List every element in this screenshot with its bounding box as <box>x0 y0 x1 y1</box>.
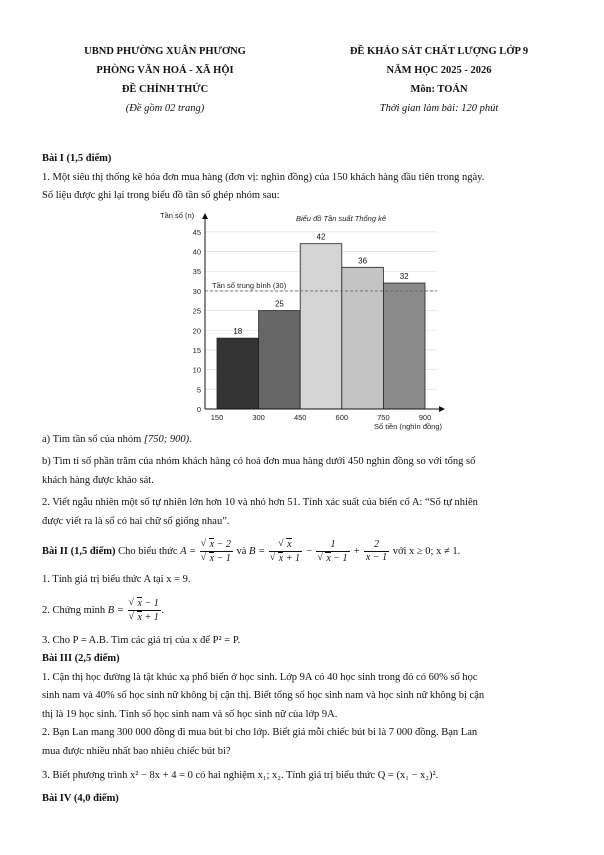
chart-title: Biểu đồ Tần suất Thống kê <box>295 213 387 223</box>
y-tick-label: 40 <box>192 247 201 257</box>
bai3-text-1b: sinh nam và 40% số học sinh nữ không bị cận thị. Biết tổng số học sinh nam và học sinh nữ không bị cận <box>42 690 485 701</box>
bai2-condition: với x ≥ 0; x ≠ 1. <box>392 546 461 557</box>
expr-b-simplified: B = √ x − 1 √ x + 1 . <box>108 605 165 616</box>
x-tick-label: 750 <box>377 412 390 422</box>
bai1-question-a <box>42 431 564 450</box>
histogram-bar <box>259 310 301 408</box>
bai4-title: Bài IV (4,0 điểm) <box>42 792 119 804</box>
bar-value-label: 25 <box>274 299 284 309</box>
bai1-question-b: b) Tìm tỉ số phần trăm của nhóm khách hàng có hoá đơn mua hàng dưới 450 nghìn đồng so với tổng số <box>42 456 476 467</box>
histogram-bar <box>383 283 425 409</box>
header-duration: Thời gian làm bài: 120 phút <box>379 103 499 114</box>
histogram-bar <box>300 243 342 408</box>
bai1-title: Bài I (1,5 điểm) <box>42 153 112 164</box>
bai3-text-2: 2. Bạn Lan mang 300 000 đồng đi mua bút bi cho lớp. Biết giá mỗi chiếc bút bi là 7 000 đồng. Bạn Lan <box>42 727 478 738</box>
header-authority: UBND PHƯỜNG XUÂN PHƯƠNG <box>84 46 246 57</box>
x-tick-label: 600 <box>335 412 349 422</box>
expr-b: B = √ x √ x + 1 − 1 √ x − 1 + $\frac{2}{x - 1}$ <box>249 546 393 557</box>
y-tick-label: 0 <box>196 404 201 414</box>
expr-a: A = √ x − 2 √ x − 1 <box>180 546 236 557</box>
bai2-intro: Cho biểu thức <box>118 546 178 557</box>
exam-content <box>42 150 564 808</box>
header-left <box>40 42 290 118</box>
header-school-year: NĂM HỌC 2025 - 2026 <box>386 65 492 76</box>
y-tick-label: 20 <box>192 325 201 335</box>
bai1-text-1: 1. Một siêu thị thống kê hóa đơn mua hàng (đơn vị: nghìn đồng) của 150 khách hàng đầu tiên trong ngày. <box>42 171 485 183</box>
mean-reference-label: Tần số trung bình (30) <box>212 280 287 290</box>
x-axis-arrow-icon <box>439 406 445 412</box>
x-tick-label: 300 <box>252 412 265 422</box>
x-axis-label: Số tiền (nghìn đồng) <box>374 421 442 431</box>
x-tick-label: 900 <box>418 412 432 422</box>
bai2-question-2: 2. Chứng minh <box>42 604 106 616</box>
bai3-title: Bài III (2,5 điểm) <box>42 653 120 664</box>
y-tick-label: 25 <box>192 306 201 316</box>
histogram-bar <box>217 338 259 409</box>
bai1-text-2: Số liệu được ghi lại trong biểu đồ tần số ghép nhóm sau: <box>42 190 280 201</box>
histogram-chart <box>42 206 564 431</box>
y-axis-arrow-icon <box>202 213 208 219</box>
histogram-bar <box>342 267 384 409</box>
bar-value-label: 32 <box>399 271 409 281</box>
y-tick-label: 10 <box>192 365 201 375</box>
header-official: ĐỀ CHÍNH THỨC <box>121 84 209 95</box>
document-header <box>40 42 564 118</box>
header-subject: Môn: TOÁN <box>410 84 468 95</box>
y-tick-label: 30 <box>192 286 201 296</box>
y-tick-label: 45 <box>192 227 201 237</box>
question-a-text: a) Tìm tần số của nhóm <box>42 433 144 445</box>
bai2-question-1: 1. Tính giá trị biểu thức A tại x = 9. <box>42 574 191 585</box>
bar-value-label: 36 <box>358 255 368 265</box>
histogram-svg <box>42 206 564 431</box>
bai3-text-3: 3. Biết phương trình x² − 8x + 4 = 0 có hai nghiệm x₁; x₂. Tính giá trị biểu thức Q = (x₁ − x₂)². <box>42 770 439 781</box>
y-tick-label: 35 <box>192 266 201 276</box>
bai1-question-b-cont: khách hàng được khảo sát. <box>42 474 154 486</box>
bai2-question-2-line <box>42 596 564 626</box>
question-a-interval: [750; 900). <box>143 433 192 445</box>
header-right <box>314 42 564 118</box>
x-tick-label: 150 <box>210 412 224 422</box>
bar-value-label: 42 <box>316 232 326 242</box>
y-tick-label: 15 <box>192 345 201 355</box>
bai2-and: và <box>236 546 247 557</box>
bai1-question-2-cont: được viết ra là số có hai chữ số giống nhau”. <box>42 515 230 527</box>
bai1-question-2: 2. Viết ngẫu nhiên một số tự nhiên lớn hơn 10 và nhỏ hơn 51. Tính xác suất của biến cố A: “Số tự nhiên <box>42 497 478 508</box>
y-axis-label: Tần số (n) <box>160 210 195 220</box>
bai2-intro-line <box>42 537 564 567</box>
bai2-question-3: 3. Cho P = A.B. Tìm các giá trị của x để P² = P. <box>42 634 241 646</box>
y-tick-label: 5 <box>196 384 201 394</box>
bai3-text-1c: thị là 19 học sinh. Tính số học sinh nam và số học sinh nữ của lớp 9A. <box>42 708 338 720</box>
bar-value-label: 18 <box>233 326 243 336</box>
bai2-title: Bài II (1,5 điểm) <box>42 546 116 557</box>
bai3-text-2b: mua được nhiều nhất bao nhiêu chiếc bút bi? <box>42 745 231 757</box>
x-tick-label: 450 <box>293 412 307 422</box>
header-department: PHÒNG VĂN HOÁ - XÃ HỘI <box>96 65 234 76</box>
header-page-count: (Đề gồm 02 trang) <box>125 103 205 114</box>
header-exam-title: ĐỀ KHẢO SÁT CHẤT LƯỢNG LỚP 9 <box>349 46 529 57</box>
bai3-text-1: 1. Cận thị học đường là tật khúc xạ phổ biến ở học sinh. Lớp 9A có 40 học sinh trong đó có 60% số học <box>42 671 478 683</box>
